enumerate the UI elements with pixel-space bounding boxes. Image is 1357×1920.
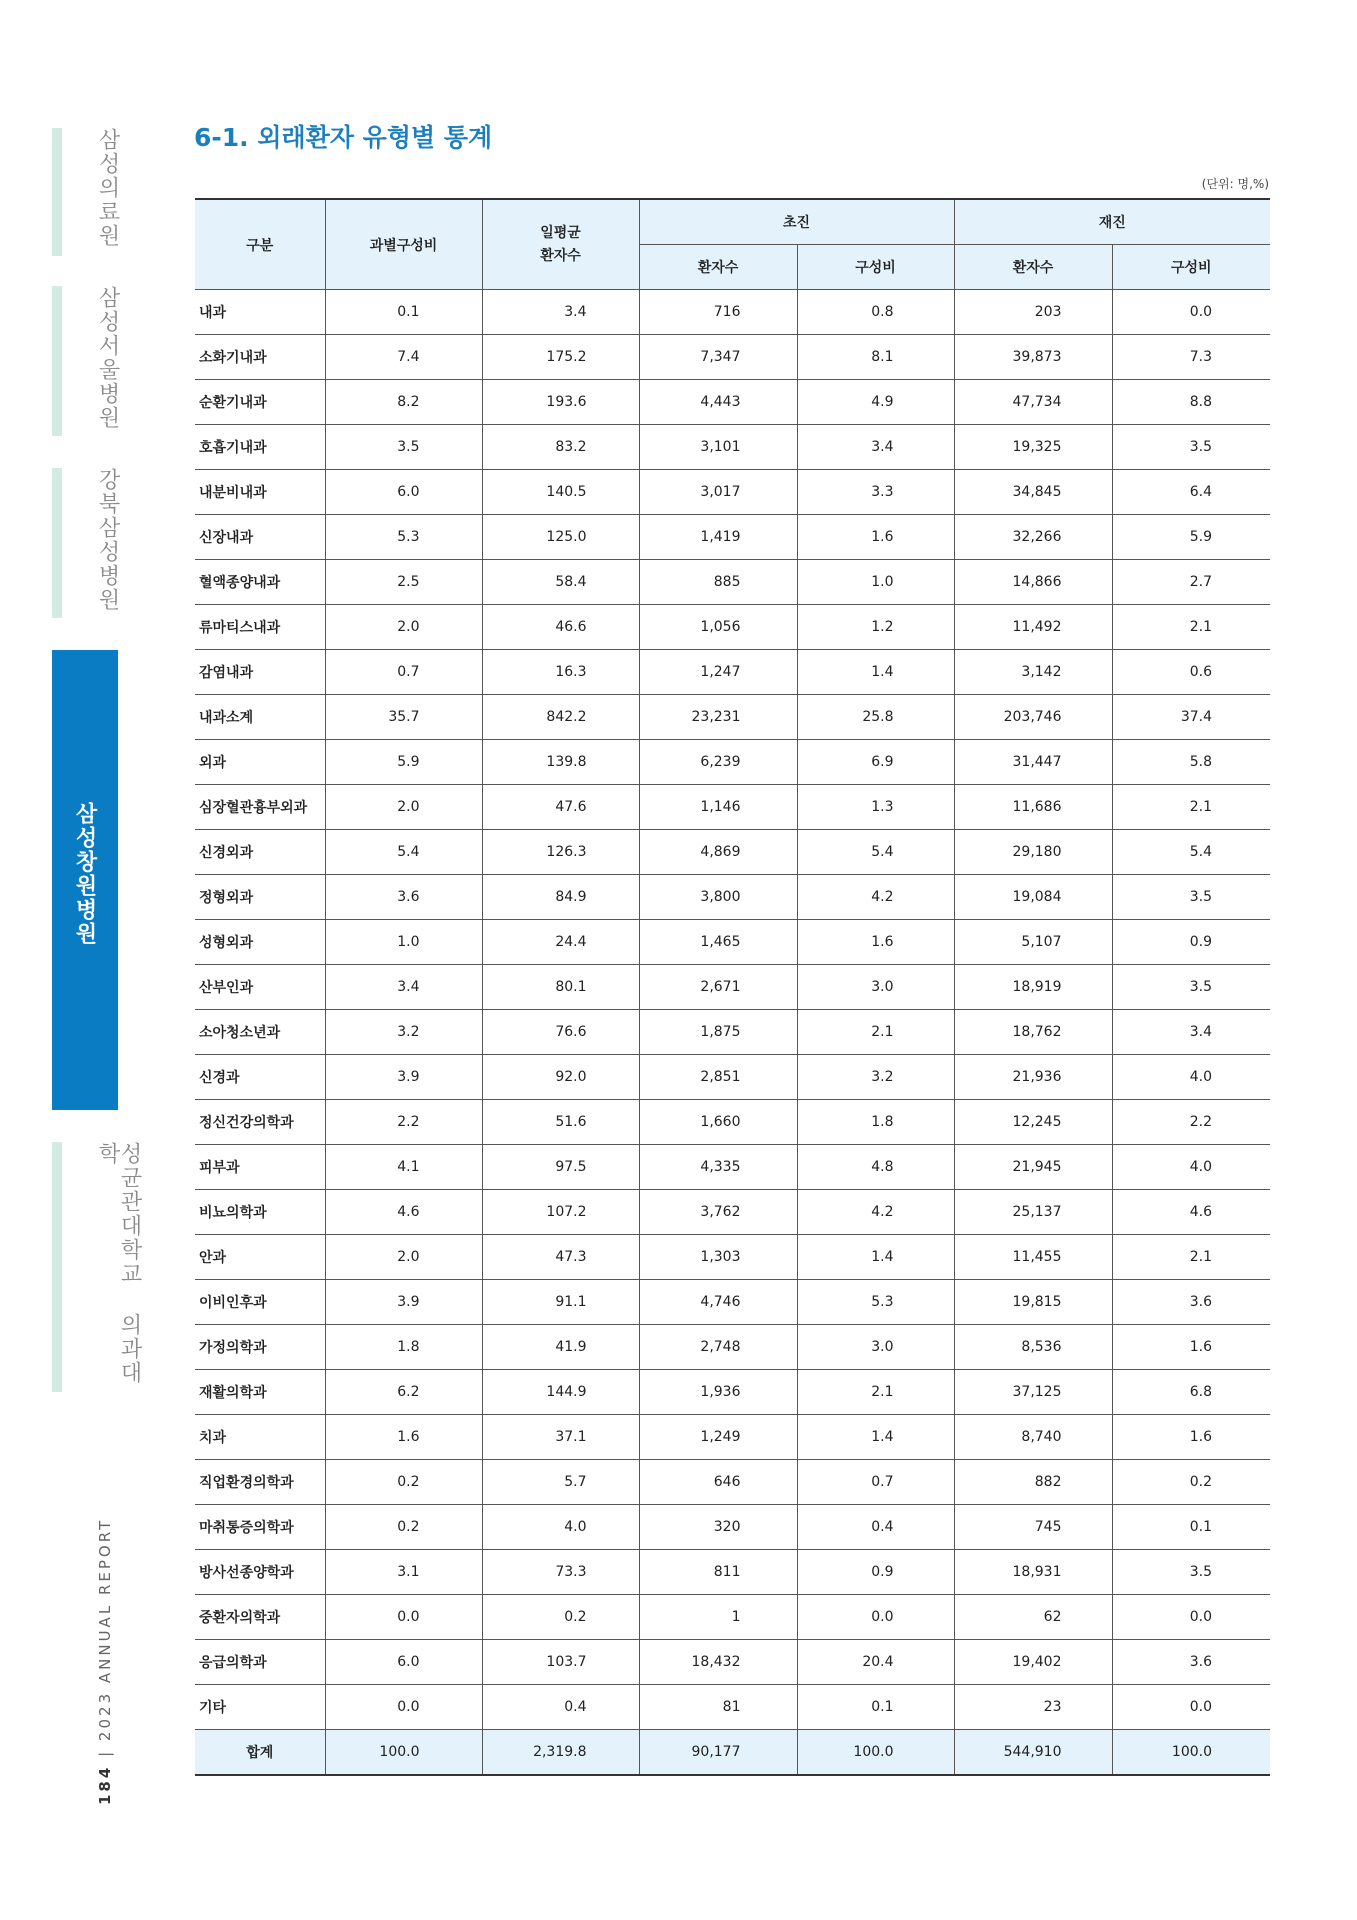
sidebar-tab-label: 강북삼성병원 [95,468,120,612]
cell-dept-ratio: 5.4 [325,830,482,875]
cell-first-patients: 1 [639,1595,797,1640]
cell-first-ratio: 3.4 [797,425,954,470]
cell-first-patients: 1,660 [639,1100,797,1145]
cell-re-ratio: 2.2 [1112,1100,1270,1145]
cell-first-ratio: 2.1 [797,1370,954,1415]
cell-first-patients: 90,177 [639,1730,797,1776]
cell-dept-ratio: 0.0 [325,1685,482,1730]
sidebar-tab-bar [52,1142,62,1392]
cell-dept-ratio: 4.1 [325,1145,482,1190]
header-revisit: 재진 [954,199,1270,245]
cell-dept-ratio: 8.2 [325,380,482,425]
cell-first-patients: 716 [639,290,797,335]
cell-name: 혈액종양내과 [195,560,325,605]
cell-dept-ratio: 100.0 [325,1730,482,1776]
cell-re-ratio: 0.6 [1112,650,1270,695]
cell-dept-ratio: 3.9 [325,1280,482,1325]
cell-re-ratio: 5.9 [1112,515,1270,560]
cell-daily-avg: 46.6 [482,605,639,650]
cell-first-ratio: 2.1 [797,1010,954,1055]
cell-first-ratio: 0.4 [797,1505,954,1550]
cell-re-patients: 32,266 [954,515,1112,560]
cell-dept-ratio: 3.6 [325,875,482,920]
cell-first-patients: 885 [639,560,797,605]
cell-name: 내과소계 [195,695,325,740]
cell-name: 신장내과 [195,515,325,560]
header-first-ratio: 구성비 [797,245,954,290]
cell-first-ratio: 3.3 [797,470,954,515]
cell-re-patients: 8,536 [954,1325,1112,1370]
cell-re-ratio: 3.6 [1112,1280,1270,1325]
cell-re-ratio: 3.5 [1112,965,1270,1010]
page-footer [96,1517,114,1805]
cell-dept-ratio: 2.0 [325,605,482,650]
cell-re-ratio: 0.2 [1112,1460,1270,1505]
page-number: 184 [96,1764,114,1805]
cell-re-patients: 18,919 [954,965,1112,1010]
cell-first-patients: 1,303 [639,1235,797,1280]
cell-name: 재활의학과 [195,1370,325,1415]
cell-re-patients: 11,455 [954,1235,1112,1280]
cell-daily-avg: 92.0 [482,1055,639,1100]
cell-daily-avg: 73.3 [482,1550,639,1595]
cell-name: 기타 [195,1685,325,1730]
cell-re-patients: 21,945 [954,1145,1112,1190]
cell-re-patients: 882 [954,1460,1112,1505]
table-row [195,1190,1270,1235]
cell-re-ratio: 3.5 [1112,425,1270,470]
cell-daily-avg: 5.7 [482,1460,639,1505]
header-category: 구분 [195,199,325,290]
cell-dept-ratio: 0.7 [325,650,482,695]
cell-name: 내과 [195,290,325,335]
cell-first-ratio: 3.0 [797,965,954,1010]
cell-re-patients: 19,815 [954,1280,1112,1325]
cell-name: 마취통증의학과 [195,1505,325,1550]
unit-label: (단위: 명,%) [1201,177,1269,191]
cell-re-patients: 203,746 [954,695,1112,740]
cell-dept-ratio: 0.0 [325,1595,482,1640]
cell-name: 산부인과 [195,965,325,1010]
table-body [195,290,1270,1776]
cell-dept-ratio: 1.6 [325,1415,482,1460]
cell-first-patients: 18,432 [639,1640,797,1685]
cell-daily-avg: 2,319.8 [482,1730,639,1776]
table-row [195,1550,1270,1595]
cell-first-patients: 1,056 [639,605,797,650]
cell-dept-ratio: 5.3 [325,515,482,560]
cell-dept-ratio: 1.0 [325,920,482,965]
cell-name: 류마티스내과 [195,605,325,650]
cell-first-ratio: 8.1 [797,335,954,380]
cell-re-ratio: 2.7 [1112,560,1270,605]
cell-re-patients: 37,125 [954,1370,1112,1415]
cell-re-patients: 23 [954,1685,1112,1730]
cell-dept-ratio: 0.1 [325,290,482,335]
cell-name: 신경과 [195,1055,325,1100]
cell-re-ratio: 0.0 [1112,1595,1270,1640]
cell-dept-ratio: 2.2 [325,1100,482,1145]
cell-re-patients: 21,936 [954,1055,1112,1100]
cell-re-patients: 11,492 [954,605,1112,650]
cell-daily-avg: 91.1 [482,1280,639,1325]
table-total-row [195,1730,1270,1776]
cell-first-ratio: 0.9 [797,1550,954,1595]
cell-re-patients: 19,325 [954,425,1112,470]
cell-first-patients: 4,335 [639,1145,797,1190]
cell-name: 안과 [195,1235,325,1280]
table-row [195,1280,1270,1325]
cell-re-ratio: 3.6 [1112,1640,1270,1685]
footer-separator: | [96,1748,114,1757]
cell-first-ratio: 5.4 [797,830,954,875]
header-first-patients: 환자수 [639,245,797,290]
cell-re-ratio: 2.1 [1112,785,1270,830]
cell-name: 합계 [195,1730,325,1776]
cell-re-patients: 12,245 [954,1100,1112,1145]
table-row [195,785,1270,830]
cell-first-ratio: 25.8 [797,695,954,740]
table-row [195,920,1270,965]
cell-first-ratio: 6.9 [797,740,954,785]
cell-name: 신경외과 [195,830,325,875]
cell-first-ratio: 0.8 [797,290,954,335]
cell-first-patients: 1,465 [639,920,797,965]
cell-first-patients: 4,746 [639,1280,797,1325]
header-re-ratio: 구성비 [1112,245,1270,290]
cell-first-ratio: 1.6 [797,515,954,560]
cell-name: 순환기내과 [195,380,325,425]
cell-name: 내분비내과 [195,470,325,515]
cell-dept-ratio: 3.1 [325,1550,482,1595]
cell-first-patients: 3,017 [639,470,797,515]
cell-dept-ratio: 4.6 [325,1190,482,1235]
cell-re-patients: 39,873 [954,335,1112,380]
cell-daily-avg: 842.2 [482,695,639,740]
cell-re-patients: 544,910 [954,1730,1112,1776]
sidebar-tab-label: 성균관대학교 의과대학 [95,1142,142,1385]
cell-first-ratio: 5.3 [797,1280,954,1325]
cell-re-patients: 18,762 [954,1010,1112,1055]
cell-daily-avg: 51.6 [482,1100,639,1145]
cell-first-ratio: 3.2 [797,1055,954,1100]
table-row [195,515,1270,560]
table-row [195,830,1270,875]
cell-first-ratio: 3.0 [797,1325,954,1370]
cell-first-patients: 2,671 [639,965,797,1010]
cell-first-ratio: 1.4 [797,1415,954,1460]
sidebar-tab-samsung-medical-center[interactable] [52,128,120,256]
table-row [195,1685,1270,1730]
cell-name: 정신건강의학과 [195,1100,325,1145]
cell-daily-avg: 103.7 [482,1640,639,1685]
table-row [195,1100,1270,1145]
cell-daily-avg: 144.9 [482,1370,639,1415]
cell-dept-ratio: 5.9 [325,740,482,785]
sidebar-tab-label: 삼성창원병원 [72,802,97,946]
table-row [195,965,1270,1010]
cell-re-ratio: 5.8 [1112,740,1270,785]
sidebar-tab-kangbuk-samsung-hospital[interactable] [52,468,120,618]
table-row [195,650,1270,695]
cell-re-patients: 34,845 [954,470,1112,515]
cell-re-ratio: 37.4 [1112,695,1270,740]
header-first-visit: 초진 [639,199,954,245]
cell-dept-ratio: 0.2 [325,1460,482,1505]
cell-first-patients: 1,936 [639,1370,797,1415]
cell-re-patients: 25,137 [954,1190,1112,1235]
cell-re-ratio: 1.6 [1112,1415,1270,1460]
cell-dept-ratio: 2.0 [325,785,482,830]
cell-re-ratio: 7.3 [1112,335,1270,380]
sidebar-tab-skku-medical-school[interactable] [52,1142,142,1392]
cell-dept-ratio: 1.8 [325,1325,482,1370]
cell-daily-avg: 37.1 [482,1415,639,1460]
table-row [195,1460,1270,1505]
cell-daily-avg: 4.0 [482,1505,639,1550]
cell-name: 가정의학과 [195,1325,325,1370]
cell-daily-avg: 139.8 [482,740,639,785]
sidebar-tab-samsung-seoul-hospital[interactable] [52,286,120,436]
cell-first-patients: 320 [639,1505,797,1550]
cell-daily-avg: 126.3 [482,830,639,875]
cell-dept-ratio: 6.0 [325,1640,482,1685]
cell-name: 방사선종양학과 [195,1550,325,1595]
cell-re-patients: 62 [954,1595,1112,1640]
cell-re-ratio: 100.0 [1112,1730,1270,1776]
cell-daily-avg: 16.3 [482,650,639,695]
cell-first-patients: 4,443 [639,380,797,425]
table-row [195,1370,1270,1415]
cell-daily-avg: 0.4 [482,1685,639,1730]
cell-re-patients: 203 [954,290,1112,335]
cell-daily-avg: 125.0 [482,515,639,560]
cell-re-patients: 745 [954,1505,1112,1550]
cell-first-ratio: 4.8 [797,1145,954,1190]
cell-name: 감염내과 [195,650,325,695]
cell-dept-ratio: 3.4 [325,965,482,1010]
cell-first-ratio: 1.8 [797,1100,954,1145]
sidebar-tab-bar [52,286,62,436]
table-row [195,425,1270,470]
cell-re-ratio: 2.1 [1112,1235,1270,1280]
sidebar-tab-label: 삼성의료원 [95,128,120,248]
cell-re-ratio: 0.1 [1112,1505,1270,1550]
cell-re-patients: 18,931 [954,1550,1112,1595]
cell-re-ratio: 0.9 [1112,920,1270,965]
sidebar-tab-bar [52,468,62,618]
cell-first-patients: 1,146 [639,785,797,830]
cell-daily-avg: 24.4 [482,920,639,965]
cell-dept-ratio: 6.0 [325,470,482,515]
cell-name: 피부과 [195,1145,325,1190]
cell-first-ratio: 1.3 [797,785,954,830]
cell-first-ratio: 4.9 [797,380,954,425]
cell-re-patients: 31,447 [954,740,1112,785]
cell-re-ratio: 3.5 [1112,1550,1270,1595]
table-row [195,380,1270,425]
cell-re-patients: 19,084 [954,875,1112,920]
cell-daily-avg: 83.2 [482,425,639,470]
table-row [195,560,1270,605]
cell-daily-avg: 47.6 [482,785,639,830]
cell-daily-avg: 97.5 [482,1145,639,1190]
cell-re-ratio: 0.0 [1112,1685,1270,1730]
cell-daily-avg: 47.3 [482,1235,639,1280]
table-row [195,1145,1270,1190]
cell-re-ratio: 3.4 [1112,1010,1270,1055]
cell-dept-ratio: 35.7 [325,695,482,740]
cell-first-patients: 3,800 [639,875,797,920]
cell-name: 외과 [195,740,325,785]
cell-re-patients: 8,740 [954,1415,1112,1460]
table-row [195,740,1270,785]
cell-first-ratio: 0.0 [797,1595,954,1640]
table-row [195,1505,1270,1550]
outpatient-stats-table [195,198,1270,1776]
cell-daily-avg: 0.2 [482,1595,639,1640]
cell-first-ratio: 4.2 [797,1190,954,1235]
table-row [195,695,1270,740]
cell-first-patients: 7,347 [639,335,797,380]
cell-daily-avg: 80.1 [482,965,639,1010]
table-row [195,1055,1270,1100]
cell-re-ratio: 4.0 [1112,1055,1270,1100]
cell-first-patients: 3,762 [639,1190,797,1235]
cell-first-patients: 646 [639,1460,797,1505]
table-row [195,1010,1270,1055]
cell-daily-avg: 3.4 [482,290,639,335]
cell-dept-ratio: 3.5 [325,425,482,470]
cell-name: 응급의학과 [195,1640,325,1685]
cell-dept-ratio: 3.2 [325,1010,482,1055]
cell-dept-ratio: 0.2 [325,1505,482,1550]
cell-name: 이비인후과 [195,1280,325,1325]
cell-first-patients: 23,231 [639,695,797,740]
table-row [195,605,1270,650]
cell-first-ratio: 1.4 [797,1235,954,1280]
cell-re-ratio: 6.4 [1112,470,1270,515]
report-label: 2023 ANNUAL REPORT [96,1517,114,1742]
cell-first-ratio: 1.0 [797,560,954,605]
cell-name: 직업환경의학과 [195,1460,325,1505]
table-row [195,1415,1270,1460]
table-row [195,470,1270,515]
table-row [195,875,1270,920]
table-row [195,1235,1270,1280]
cell-daily-avg: 58.4 [482,560,639,605]
sidebar-tab-bar [52,128,62,256]
cell-name: 비뇨의학과 [195,1190,325,1235]
cell-re-ratio: 4.0 [1112,1145,1270,1190]
cell-re-ratio: 1.6 [1112,1325,1270,1370]
cell-name: 소화기내과 [195,335,325,380]
cell-re-patients: 3,142 [954,650,1112,695]
cell-name: 정형외과 [195,875,325,920]
cell-daily-avg: 140.5 [482,470,639,515]
cell-first-patients: 6,239 [639,740,797,785]
cell-dept-ratio: 3.9 [325,1055,482,1100]
cell-first-ratio: 100.0 [797,1730,954,1776]
cell-first-ratio: 20.4 [797,1640,954,1685]
cell-re-patients: 5,107 [954,920,1112,965]
cell-first-patients: 3,101 [639,425,797,470]
table-row [195,290,1270,335]
table-row [195,335,1270,380]
cell-first-patients: 4,869 [639,830,797,875]
header-re-patients: 환자수 [954,245,1112,290]
cell-name: 소아청소년과 [195,1010,325,1055]
cell-daily-avg: 84.9 [482,875,639,920]
table-row [195,1640,1270,1685]
cell-re-ratio: 6.8 [1112,1370,1270,1415]
cell-re-patients: 19,402 [954,1640,1112,1685]
cell-dept-ratio: 6.2 [325,1370,482,1415]
cell-re-patients: 47,734 [954,380,1112,425]
cell-first-patients: 1,247 [639,650,797,695]
cell-first-ratio: 1.2 [797,605,954,650]
header-daily-avg: 일평균 환자수 [482,199,639,290]
cell-first-patients: 1,249 [639,1415,797,1460]
cell-dept-ratio: 2.5 [325,560,482,605]
cell-name: 심장혈관흉부외과 [195,785,325,830]
sidebar-tab-label: 삼성서울병원 [95,286,120,430]
cell-name: 성형외과 [195,920,325,965]
cell-daily-avg: 193.6 [482,380,639,425]
cell-first-patients: 1,419 [639,515,797,560]
cell-first-ratio: 1.4 [797,650,954,695]
cell-daily-avg: 41.9 [482,1325,639,1370]
cell-re-ratio: 4.6 [1112,1190,1270,1235]
cell-first-ratio: 0.1 [797,1685,954,1730]
cell-re-patients: 29,180 [954,830,1112,875]
cell-daily-avg: 175.2 [482,335,639,380]
cell-first-patients: 2,748 [639,1325,797,1370]
cell-daily-avg: 76.6 [482,1010,639,1055]
cell-re-patients: 11,686 [954,785,1112,830]
cell-name: 호흡기내과 [195,425,325,470]
cell-re-ratio: 3.5 [1112,875,1270,920]
cell-first-patients: 81 [639,1685,797,1730]
page-title: 6-1. 외래환자 유형별 통계 [194,123,493,152]
cell-first-ratio: 0.7 [797,1460,954,1505]
cell-first-ratio: 4.2 [797,875,954,920]
cell-re-patients: 14,866 [954,560,1112,605]
cell-first-ratio: 1.6 [797,920,954,965]
cell-daily-avg: 107.2 [482,1190,639,1235]
cell-dept-ratio: 2.0 [325,1235,482,1280]
cell-re-ratio: 0.0 [1112,290,1270,335]
table-row [195,1325,1270,1370]
sidebar-tab-samsung-changwon-hospital[interactable] [52,650,118,1110]
cell-name: 치과 [195,1415,325,1460]
cell-name: 중환자의학과 [195,1595,325,1640]
header-dept-ratio: 과별구성비 [325,199,482,290]
table-row [195,1595,1270,1640]
cell-re-ratio: 5.4 [1112,830,1270,875]
cell-re-ratio: 8.8 [1112,380,1270,425]
cell-re-ratio: 2.1 [1112,605,1270,650]
cell-first-patients: 811 [639,1550,797,1595]
cell-first-patients: 1,875 [639,1010,797,1055]
cell-first-patients: 2,851 [639,1055,797,1100]
cell-dept-ratio: 7.4 [325,335,482,380]
